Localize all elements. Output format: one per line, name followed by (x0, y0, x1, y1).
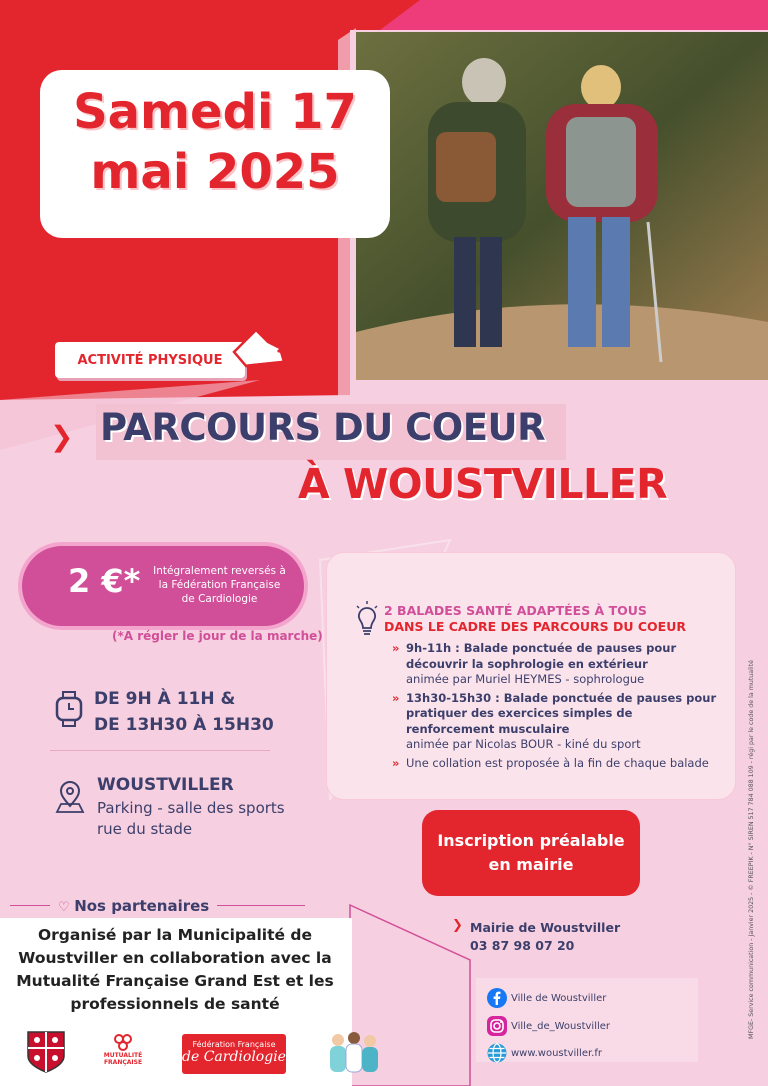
website-link[interactable]: www.woustviller.fr (511, 1048, 602, 1059)
price-note: Intégralement reversés à la Fédération Française de Cardiologie (153, 565, 286, 605)
balades-title (384, 603, 686, 635)
heart-icon: ♡ (58, 900, 75, 915)
location-line-1: Parking - salle des sports (97, 799, 285, 817)
price-amount: 2 €* (68, 562, 141, 600)
lightbulb-icon (354, 600, 380, 640)
running-shoe-icon (228, 322, 310, 378)
ffc-logo-line-1: Fédération Française (192, 1040, 276, 1049)
chevron-right-icon: ❯ (50, 420, 74, 453)
organizer-text: Organisé par la Municipalité de Woustviller en collaboration avec la Mutualité Française Grand Est et les professionnels de santé (16, 926, 334, 1013)
facebook-icon (487, 988, 507, 1008)
list-item (390, 756, 720, 772)
collation-note: Une collation est proposée à la fin de chaque balade (406, 755, 709, 770)
registration-badge (422, 810, 640, 896)
hours-line-1: DE 9H À 11H & (94, 689, 236, 709)
payment-footnote: (*A régler le jour de la marche) (112, 629, 323, 643)
location-pin-icon (53, 780, 87, 814)
globe-icon (487, 1043, 507, 1063)
partners-title: Nos partenaires (74, 897, 210, 915)
walkers-photo (356, 32, 768, 380)
instagram-icon (487, 1016, 507, 1036)
chevron-right-icon: ❯ (452, 918, 463, 933)
activity-label: ACTIVITÉ PHYSIQUE (77, 352, 223, 368)
mairie-name: Mairie de Woustviller (470, 920, 621, 935)
mutualite-logo-mark (113, 1032, 133, 1052)
mairie-phone: 03 87 98 07 20 (470, 938, 575, 953)
instagram-link[interactable]: Ville_de_Woustviller (511, 1021, 611, 1032)
location-address (97, 798, 285, 840)
balade-1-description: 9h-11h : Balade ponctuée de pauses pour découvrir la sophrologie en extérieur (406, 641, 677, 671)
mairie-contact (470, 919, 620, 955)
location-line-2: rue du stade (97, 820, 193, 838)
date-line-2: mai 2025 (90, 144, 340, 200)
ffc-logo-line-2: de Cardiologie (182, 1049, 286, 1065)
balades-title-line-1: 2 BALADES SANTÉ ADAPTÉES À TOUS (384, 603, 647, 618)
registration-line-1: Inscription préalable (437, 831, 625, 850)
balade-2-host: animée par Nicolas BOUR - kiné du sport (406, 737, 641, 751)
activity-badge (55, 342, 245, 378)
hours (94, 686, 274, 738)
mutualite-francaise-logo (94, 1032, 152, 1066)
hours-line-2: DE 13H30 À 15H30 (94, 715, 274, 735)
event-date (40, 82, 390, 202)
partners-heading (50, 897, 217, 915)
date-line-1: Samedi 17 (73, 84, 357, 140)
title-line-2: À WOUSTVILLER (298, 460, 668, 508)
balade-1-host: animée par Muriel HEYMES - sophrologue (406, 672, 645, 686)
location-title: WOUSTVILLER (97, 775, 234, 795)
list-item (390, 691, 720, 753)
balades-title-line-2: DANS LE CADRE DES PARCOURS DU COEUR (384, 619, 686, 634)
credits-vertical (748, 660, 762, 1080)
mutualite-logo-text: MUTUALITÉ FRANÇAISE (103, 1052, 143, 1066)
title-line-1: PARCOURS DU COEUR (100, 406, 546, 449)
watch-icon (52, 691, 86, 727)
registration-line-2: en mairie (488, 855, 574, 874)
balades-list (390, 641, 720, 774)
divider (50, 750, 270, 751)
facebook-link[interactable]: Ville de Woustviller (511, 993, 607, 1004)
woustviller-crest-logo (26, 1030, 66, 1074)
credits-text: MFGE- Service communication - Janvier 2025 - © FREEPIK - N° SIREN 517 784 088 109 - régi par le code de la mutualité (748, 660, 755, 1039)
balade-2-description: 13h30-15h30 : Balade ponctuée de pauses pour pratiquer des exercices simples de renforcement musculaire (406, 690, 717, 736)
federation-cardiologie-logo (182, 1034, 286, 1074)
health-professionals-illustration (324, 1028, 382, 1074)
list-item (390, 641, 720, 688)
